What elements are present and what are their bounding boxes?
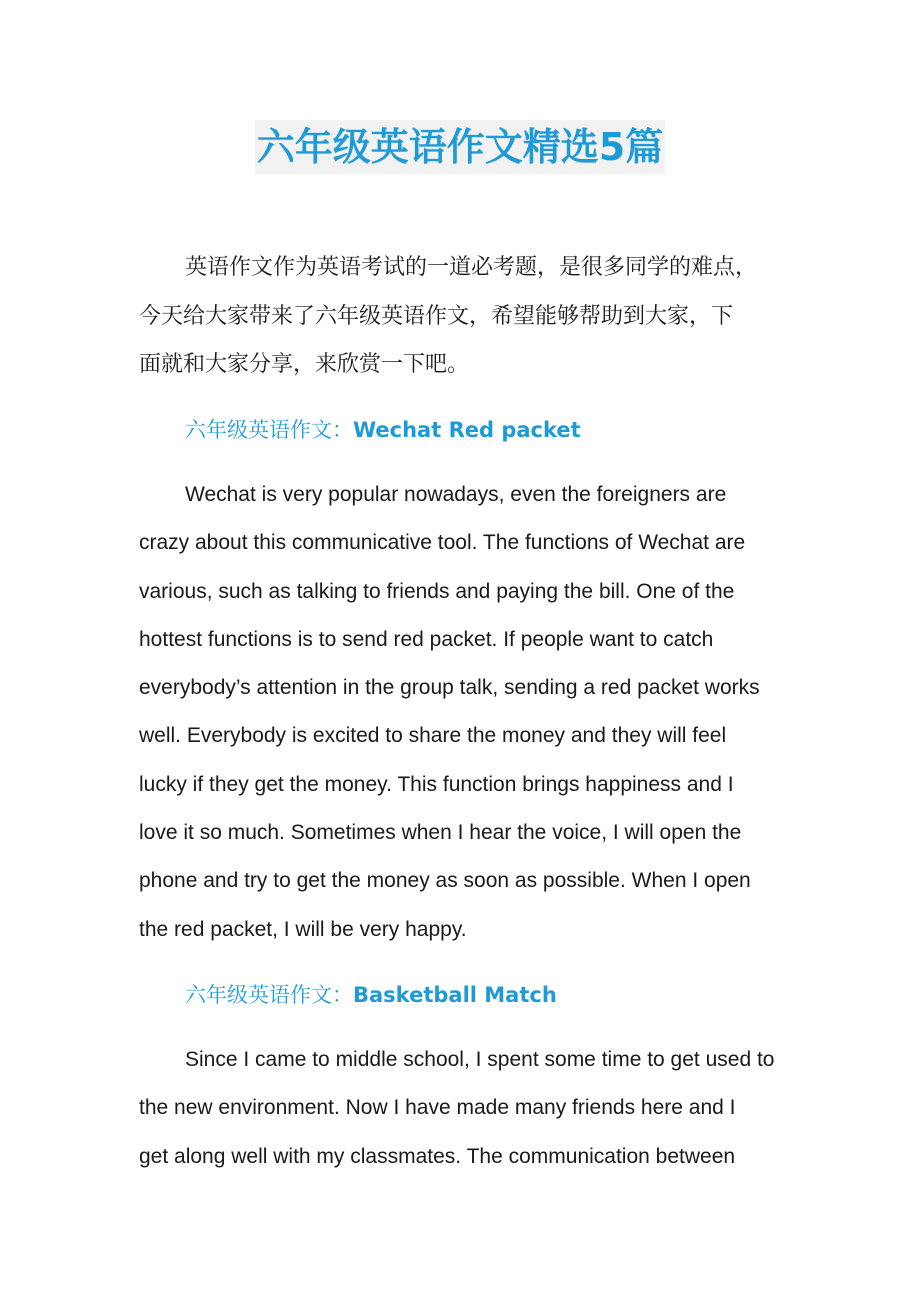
essay-line: lucky if they get the money. This function brings happiness and I	[139, 772, 734, 796]
page-title: 六年级英语作文精选5篇	[255, 120, 665, 174]
intro-line: 今天给大家带来了六年级英语作文，希望能够帮助到大家，下	[139, 303, 734, 329]
section-heading-title: Basketball Match	[353, 983, 557, 1007]
title-container	[0, 120, 920, 174]
essay-line: Since I came to middle school, I spent some time to get used to	[185, 1048, 775, 1071]
essay-line: phone and try to get the money as soon as possible. When I open	[139, 869, 751, 893]
essay-line: hottest functions is to send red packet. If people want to catch	[139, 627, 714, 651]
section-heading-basketball	[185, 980, 557, 1010]
section-heading-prefix: 六年级英语作文：	[185, 983, 353, 1007]
essay-paragraph-wechat	[139, 471, 789, 954]
essay-line: well. Everybody is excited to share the money and they will feel	[139, 724, 727, 748]
essay-line: everybody’s attention in the group talk, sending a red packet works	[139, 676, 760, 700]
essay-line: various, such as talking to friends and paying the bill. One of the	[139, 579, 735, 603]
essay-line: love it so much. Sometimes when I hear the voice, I will open the	[139, 821, 742, 845]
intro-line: 英语作文作为英语考试的一道必考题，是很多同学的难点，	[185, 255, 758, 280]
essay-line: get along well with my classmates. The communication between	[139, 1144, 736, 1168]
section-heading-prefix: 六年级英语作文：	[185, 418, 353, 442]
intro-paragraph	[139, 244, 789, 390]
intro-line: 面就和大家分享，来欣赏一下吧。	[139, 352, 470, 377]
section-heading-title: Wechat Red packet	[353, 418, 581, 442]
essay-paragraph-basketball	[139, 1036, 789, 1181]
essay-line: the new environment. Now I have made many friends here and I	[139, 1096, 736, 1120]
section-heading-wechat	[185, 415, 581, 445]
essay-line: the red packet, I will be very happy.	[139, 917, 467, 941]
essay-line: crazy about this communicative tool. The functions of Wechat are	[139, 531, 746, 555]
essay-line: Wechat is very popular nowadays, even the foreigners are	[185, 483, 727, 506]
